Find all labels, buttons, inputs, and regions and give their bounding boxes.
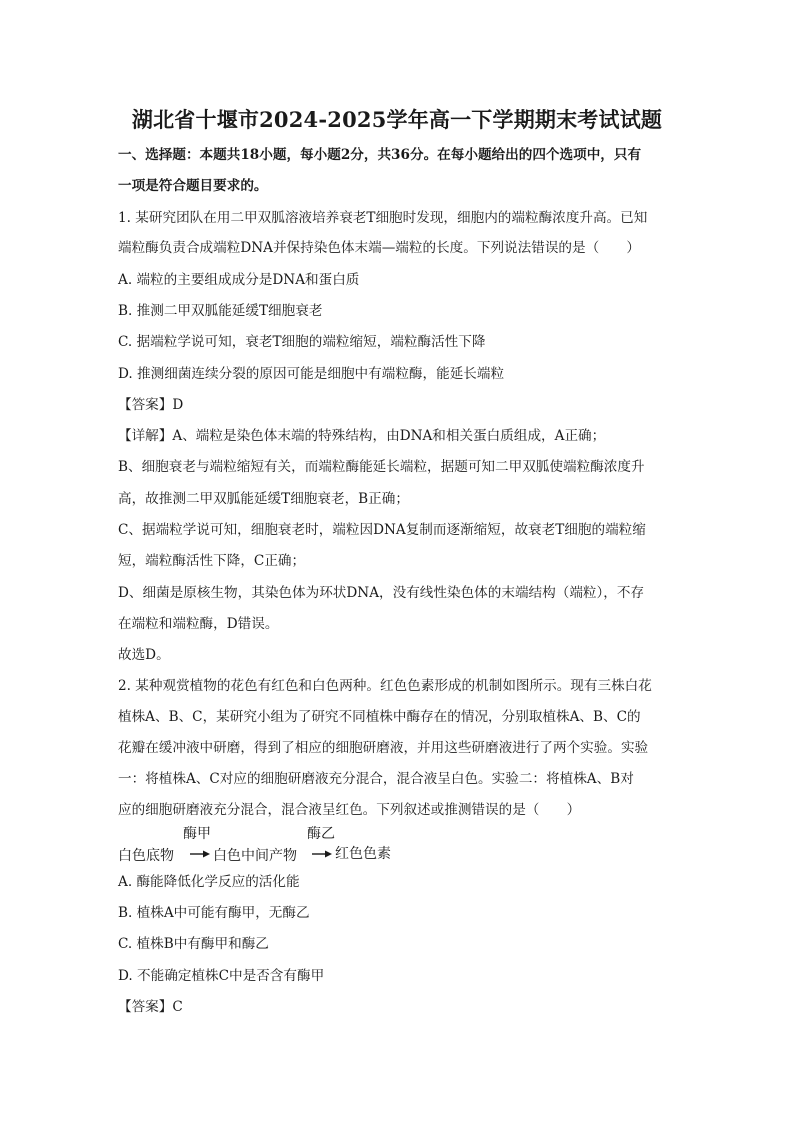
q2-option-b: B. 植株A中可能有酶甲，无酶乙: [118, 905, 310, 921]
section-intro-line-2: 一项是符合题目要求的。: [118, 178, 268, 194]
arrow-right-icon: [312, 849, 332, 859]
q1-explanation-line-8: 故选D。: [118, 647, 170, 663]
q1-explanation-line-5: 短，端粒酶活性下降，C正确；: [118, 553, 306, 569]
q1-option-d: D. 推测细菌连续分裂的原因可能是细胞中有端粒酶，能延长端粒: [118, 366, 505, 382]
q2-option-a: A. 酶能降低化学反应的活化能: [118, 874, 300, 890]
q1-stem-line-2: 端粒酶负责合成端粒DNA并保持染色体末端—端粒的长度。下列说法错误的是（ ）: [118, 240, 640, 256]
substrate-label: 白色底物: [118, 848, 174, 864]
q1-explanation-line-4: C、据端粒学说可知，细胞衰老时，端粒因DNA复制而逐渐缩短，故衰老T细胞的端粒缩: [118, 522, 646, 538]
q1-answer: 【答案】D: [118, 397, 184, 413]
section-intro-line-1: 一、选择题：本题共18小题，每小题2分，共36分。在每小题给出的四个选项中，只有: [118, 147, 642, 163]
product-label: 红色色素: [335, 846, 391, 862]
q2-option-d: D. 不能确定植株C中是否含有酶甲: [118, 968, 325, 984]
enzyme-2-label: 酶乙: [307, 826, 335, 842]
q1-option-a: A. 端粒的主要组成成分是DNA和蛋白质: [118, 272, 360, 288]
enzyme-1-label: 酶甲: [183, 826, 211, 842]
page-title: 湖北省十堰市2024-2025学年高一下学期期末考试试题: [131, 107, 663, 132]
arrow-right-icon: [190, 849, 210, 859]
q1-explanation-line-3: 高，故推测二甲双胍能延缓T细胞衰老，B正确；: [118, 491, 409, 507]
q1-option-c: C. 据端粒学说可知，衰老T细胞的端粒缩短，端粒酶活性下降: [118, 334, 486, 350]
q2-stem-line-4: 一：将植株A、C对应的细胞研磨液充分混合，混合液呈白色。实验二：将植株A、B对: [118, 771, 634, 787]
q2-stem-line-2: 植株A、B、C，某研究小组为了研究不同植株中酶存在的情况，分别取植株A、B、C的: [118, 709, 641, 725]
q1-explanation-line-6: D、细菌是原核生物，其染色体为环状DNA，没有线性染色体的末端结构（端粒），不存: [118, 585, 645, 601]
q1-explanation-line-7: 在端粒和端粒酶，D错误。: [118, 616, 279, 632]
q2-stem-line-5: 应的细胞研磨液充分混合，混合液呈红色。下列叙述或推测错误的是（ ）: [118, 802, 581, 818]
q1-explanation-line-1: 【详解】A、端粒是染色体末端的特殊结构，由DNA和相关蛋白质组成，A正确；: [118, 428, 606, 444]
q2-stem-line-3: 花瓣在缓冲液中研磨，得到了相应的细胞研磨液，并用这些研磨液进行了两个实验。实验: [118, 740, 649, 756]
q1-stem-line-1: 1. 某研究团队在用二甲双胍溶液培养衰老T细胞时发现，细胞内的端粒酶浓度升高。已知: [118, 210, 648, 226]
q2-answer: 【答案】C: [118, 999, 183, 1015]
intermediate-label: 白色中间产物: [213, 848, 297, 864]
q2-stem-line-1: 2. 某种观赏植物的花色有红色和白色两种。红色色素形成的机制如图所示。现有三株白花: [118, 678, 652, 694]
q1-explanation-line-2: B、细胞衰老与端粒缩短有关，而端粒酶能延长端粒，据题可知二甲双胍使端粒酶浓度升: [118, 459, 645, 475]
q1-option-b: B. 推测二甲双胍能延缓T细胞衰老: [118, 303, 323, 319]
q2-option-c: C. 植株B中有酶甲和酶乙: [118, 936, 269, 952]
